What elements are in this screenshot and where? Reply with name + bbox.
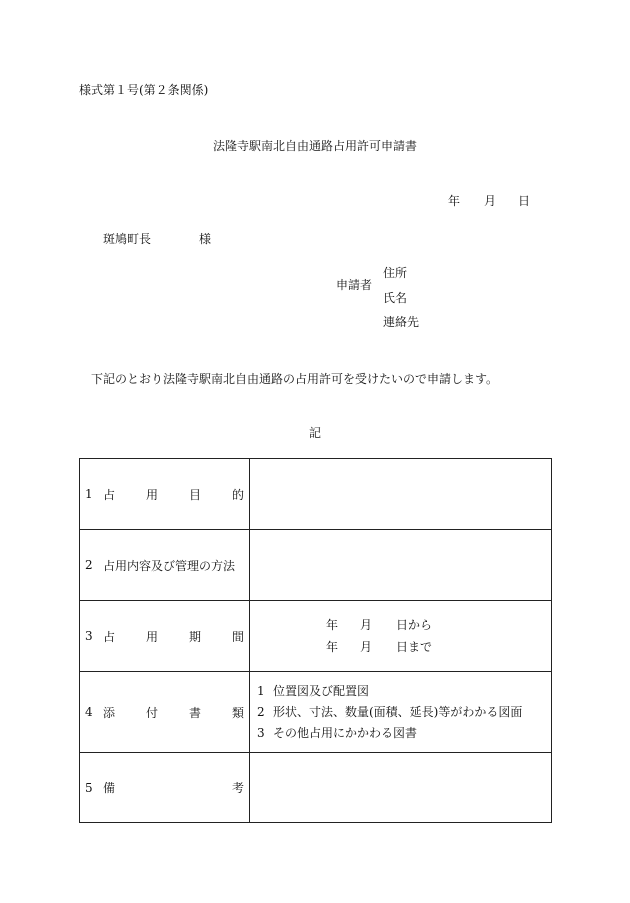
label-char: 用 [145, 629, 158, 644]
period-from-year: 年 [326, 618, 339, 632]
attachment-item [257, 681, 551, 702]
addressee-honorific: 様 [199, 232, 212, 246]
addressee-name: 斑鳩町長 [103, 232, 152, 246]
period-field[interactable] [250, 601, 552, 672]
label-char: 占 [103, 487, 116, 502]
date-month-label: 月 [484, 194, 497, 208]
label-text: 占用内容及び管理の方法 [103, 558, 236, 573]
row-label-attachments [80, 672, 250, 753]
label-char: 類 [231, 705, 244, 720]
content-management-field[interactable] [250, 530, 552, 601]
label-char: 期 [188, 629, 201, 644]
label-char: 目 [188, 487, 201, 502]
form-number: 様式第１号(第２条関係) [79, 83, 209, 97]
period-from [326, 614, 551, 636]
label-char: 付 [145, 705, 158, 720]
table-row [80, 459, 552, 530]
date-day-label: 日 [518, 194, 531, 208]
attachment-number: 3 [257, 725, 265, 740]
applicant-contact-label: 連絡先 [383, 315, 420, 329]
label-char: 添 [103, 705, 116, 720]
row-number: 4 [85, 705, 93, 719]
period-from-month: 月 [360, 618, 373, 632]
applicant-name-label: 氏名 [383, 291, 408, 305]
row-label-period [80, 601, 250, 672]
attachment-number: 1 [257, 683, 265, 698]
remarks-field[interactable] [250, 753, 552, 823]
label-char: 用 [145, 487, 158, 502]
row-number: 3 [85, 629, 93, 643]
table-row [80, 672, 552, 753]
attachments-field [250, 672, 552, 753]
applicant-address-label: 住所 [383, 266, 408, 280]
row-number: 2 [85, 558, 93, 572]
period-to-month: 月 [360, 640, 373, 654]
ki-heading: 記 [308, 426, 321, 440]
attachment-text: 位置図及び配置図 [273, 683, 370, 698]
table-row [80, 601, 552, 672]
attachment-item [257, 702, 551, 723]
period-to-day: 日まで [396, 640, 433, 654]
addressee [103, 230, 211, 247]
table-row [80, 530, 552, 601]
row-number: 5 [85, 780, 93, 795]
applicant-label: 申請者 [336, 278, 373, 292]
label-char: 占 [103, 629, 116, 644]
period-to-year: 年 [326, 640, 339, 654]
application-table [79, 458, 552, 823]
document-title: 法隆寺駅南北自由通路占用許可申請書 [212, 139, 417, 153]
period-from-day: 日から [396, 618, 433, 632]
date-year-label: 年 [448, 194, 461, 208]
label-char: 間 [231, 629, 244, 644]
period-to [326, 636, 551, 658]
label-char: 書 [188, 705, 201, 720]
attachment-number: 2 [257, 704, 265, 719]
label-char: 備 [103, 781, 116, 795]
date-line [448, 192, 530, 209]
attachment-text: 形状、寸法、数量(面積、延長)等がわかる図面 [273, 704, 523, 719]
label-char: 考 [231, 781, 244, 795]
table-row [80, 753, 552, 823]
intro-text: 下記のとおり法隆寺駅南北自由通路の占用許可を受けたいので申請します。 [91, 372, 499, 386]
row-number: 1 [85, 487, 93, 501]
row-label-purpose [80, 459, 250, 530]
attachment-item [257, 723, 551, 744]
row-label-content-management [80, 530, 250, 601]
label-char: 的 [231, 487, 244, 502]
row-label-remarks [80, 753, 250, 823]
attachment-text: その他占用にかかわる図書 [273, 725, 418, 740]
purpose-field[interactable] [250, 459, 552, 530]
